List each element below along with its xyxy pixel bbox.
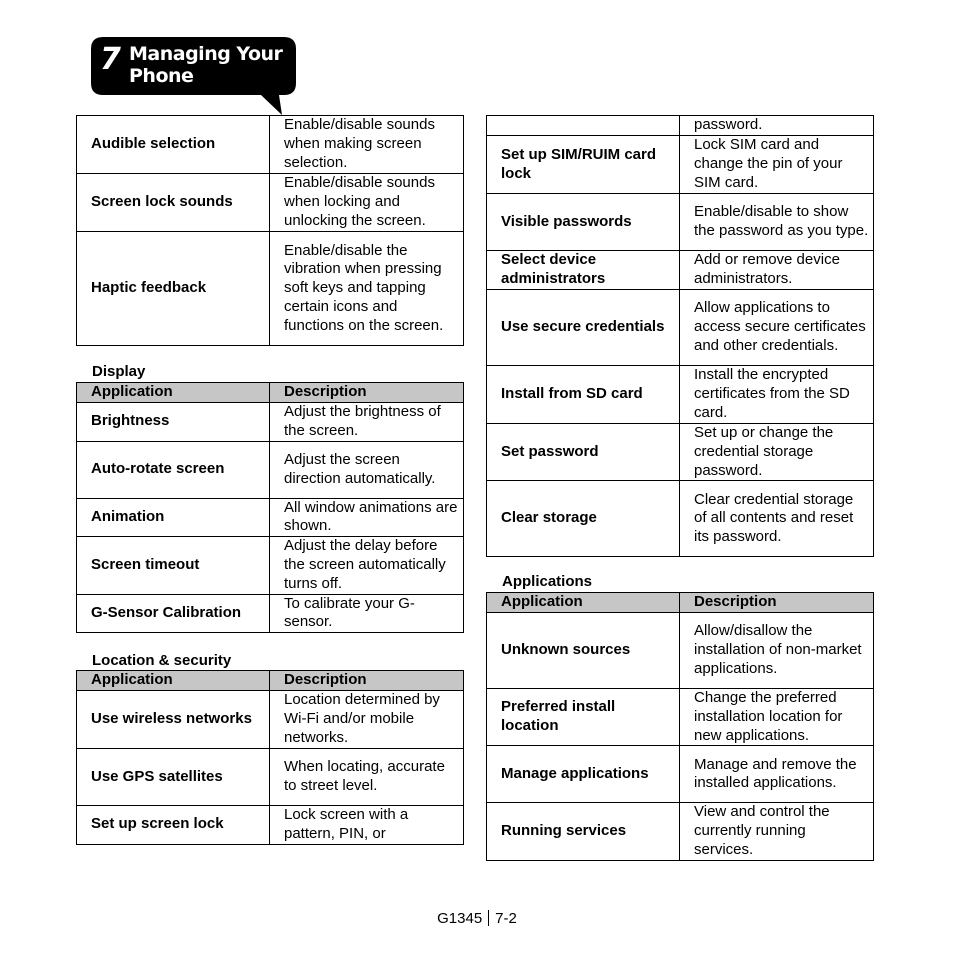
security-continued-table bbox=[486, 115, 874, 557]
setting-name: Running services bbox=[487, 803, 680, 860]
setting-description: View and control the currently running services. bbox=[680, 803, 874, 860]
setting-name: Install from SD card bbox=[487, 366, 680, 424]
table-row bbox=[77, 116, 464, 174]
table-row bbox=[487, 481, 874, 557]
setting-description: To calibrate your G-sensor. bbox=[270, 594, 464, 633]
table-row bbox=[77, 174, 464, 232]
table-row bbox=[487, 424, 874, 481]
setting-description: Lock screen with a pattern, PIN, or bbox=[270, 806, 464, 845]
section-label-display: Display bbox=[92, 363, 146, 380]
setting-name: Screen timeout bbox=[77, 537, 270, 594]
table-row bbox=[77, 232, 464, 346]
table-row bbox=[77, 403, 464, 442]
section-label-applications: Applications bbox=[502, 573, 593, 590]
column-header-description: Description bbox=[270, 671, 464, 691]
page-number: 7-2 bbox=[495, 910, 517, 927]
setting-name: Audible selection bbox=[77, 116, 270, 174]
table-row bbox=[77, 594, 464, 633]
setting-description: Set up or change the credential storage password. bbox=[680, 424, 874, 481]
applications-table bbox=[486, 592, 874, 861]
table-row bbox=[487, 613, 874, 689]
setting-name: Set password bbox=[487, 424, 680, 481]
setting-description: Add or remove device administrators. bbox=[680, 251, 874, 290]
setting-description: Lock SIM card and change the pin of your SIM card. bbox=[680, 136, 874, 194]
table-row bbox=[487, 689, 874, 746]
setting-name: Use secure credentials bbox=[487, 290, 680, 366]
setting-name: Brightness bbox=[77, 403, 270, 442]
setting-name bbox=[487, 116, 680, 136]
table-header-row bbox=[487, 593, 874, 613]
location-security-table bbox=[76, 670, 464, 845]
setting-description: password. bbox=[680, 116, 874, 136]
table-header-row bbox=[77, 383, 464, 403]
table-row bbox=[77, 691, 464, 749]
setting-name: Select device administrators bbox=[487, 251, 680, 290]
table-row bbox=[487, 136, 874, 194]
section-label-location-security: Location & security bbox=[92, 652, 232, 669]
chapter-number: 7 bbox=[100, 42, 121, 77]
chapter-badge bbox=[91, 37, 306, 117]
table-row bbox=[77, 498, 464, 537]
setting-description: Enable/disable sounds when making screen selection. bbox=[270, 116, 464, 174]
table-row bbox=[77, 537, 464, 594]
setting-description: Allow applications to access secure certificates and other credentials. bbox=[680, 290, 874, 366]
table-row bbox=[487, 746, 874, 803]
setting-name: Use wireless networks bbox=[77, 691, 270, 749]
setting-description: Adjust the screen direction automatically. bbox=[270, 441, 464, 498]
column-header-application: Application bbox=[77, 383, 270, 403]
table-header-row bbox=[77, 671, 464, 691]
setting-name: Screen lock sounds bbox=[77, 174, 270, 232]
setting-name: Set up screen lock bbox=[77, 806, 270, 845]
setting-description: Allow/disallow the installation of non-market applications. bbox=[680, 613, 874, 689]
table-row bbox=[487, 803, 874, 860]
setting-name: Set up SIM/RUIM card lock bbox=[487, 136, 680, 194]
chapter-title: Managing Your Phone bbox=[129, 43, 283, 87]
setting-description: Enable/disable sounds when locking and unlocking the screen. bbox=[270, 174, 464, 232]
display-table bbox=[76, 382, 464, 633]
setting-description: Enable/disable the vibration when pressing soft keys and tapping certain icons and functions on the screen. bbox=[270, 232, 464, 346]
column-header-application: Application bbox=[77, 671, 270, 691]
column-header-description: Description bbox=[680, 593, 874, 613]
setting-description: Location determined by Wi-Fi and/or mobile networks. bbox=[270, 691, 464, 749]
setting-description: Clear credential storage of all contents and reset its password. bbox=[680, 481, 874, 557]
setting-name: Visible passwords bbox=[487, 194, 680, 251]
setting-description: When locating, accurate to street level. bbox=[270, 749, 464, 806]
setting-name: Use GPS satellites bbox=[77, 749, 270, 806]
table-row bbox=[487, 194, 874, 251]
model-number: G1345 bbox=[437, 910, 483, 927]
setting-name: Haptic feedback bbox=[77, 232, 270, 346]
setting-name: Preferred install location bbox=[487, 689, 680, 746]
setting-name: G-Sensor Calibration bbox=[77, 594, 270, 633]
table-row bbox=[487, 116, 874, 136]
setting-description: Manage and remove the installed applications. bbox=[680, 746, 874, 803]
table-row bbox=[77, 806, 464, 845]
setting-description: Enable/disable to show the password as you type. bbox=[680, 194, 874, 251]
table-row bbox=[487, 366, 874, 424]
setting-description: Adjust the delay before the screen automatically turns off. bbox=[270, 537, 464, 594]
setting-name: Auto-rotate screen bbox=[77, 441, 270, 498]
setting-name: Animation bbox=[77, 498, 270, 537]
setting-name: Unknown sources bbox=[487, 613, 680, 689]
setting-name: Manage applications bbox=[487, 746, 680, 803]
setting-name: Clear storage bbox=[487, 481, 680, 557]
sound-settings-table bbox=[76, 115, 464, 346]
column-header-application: Application bbox=[487, 593, 680, 613]
table-row bbox=[487, 251, 874, 290]
table-row bbox=[487, 290, 874, 366]
table-row bbox=[77, 749, 464, 806]
table-row bbox=[77, 441, 464, 498]
setting-description: Adjust the brightness of the screen. bbox=[270, 403, 464, 442]
setting-description: All window animations are shown. bbox=[270, 498, 464, 537]
page-footer bbox=[0, 910, 954, 927]
setting-description: Install the encrypted certificates from the SD card. bbox=[680, 366, 874, 424]
setting-description: Change the preferred installation location for new applications. bbox=[680, 689, 874, 746]
footer-divider bbox=[488, 910, 489, 926]
column-header-description: Description bbox=[270, 383, 464, 403]
